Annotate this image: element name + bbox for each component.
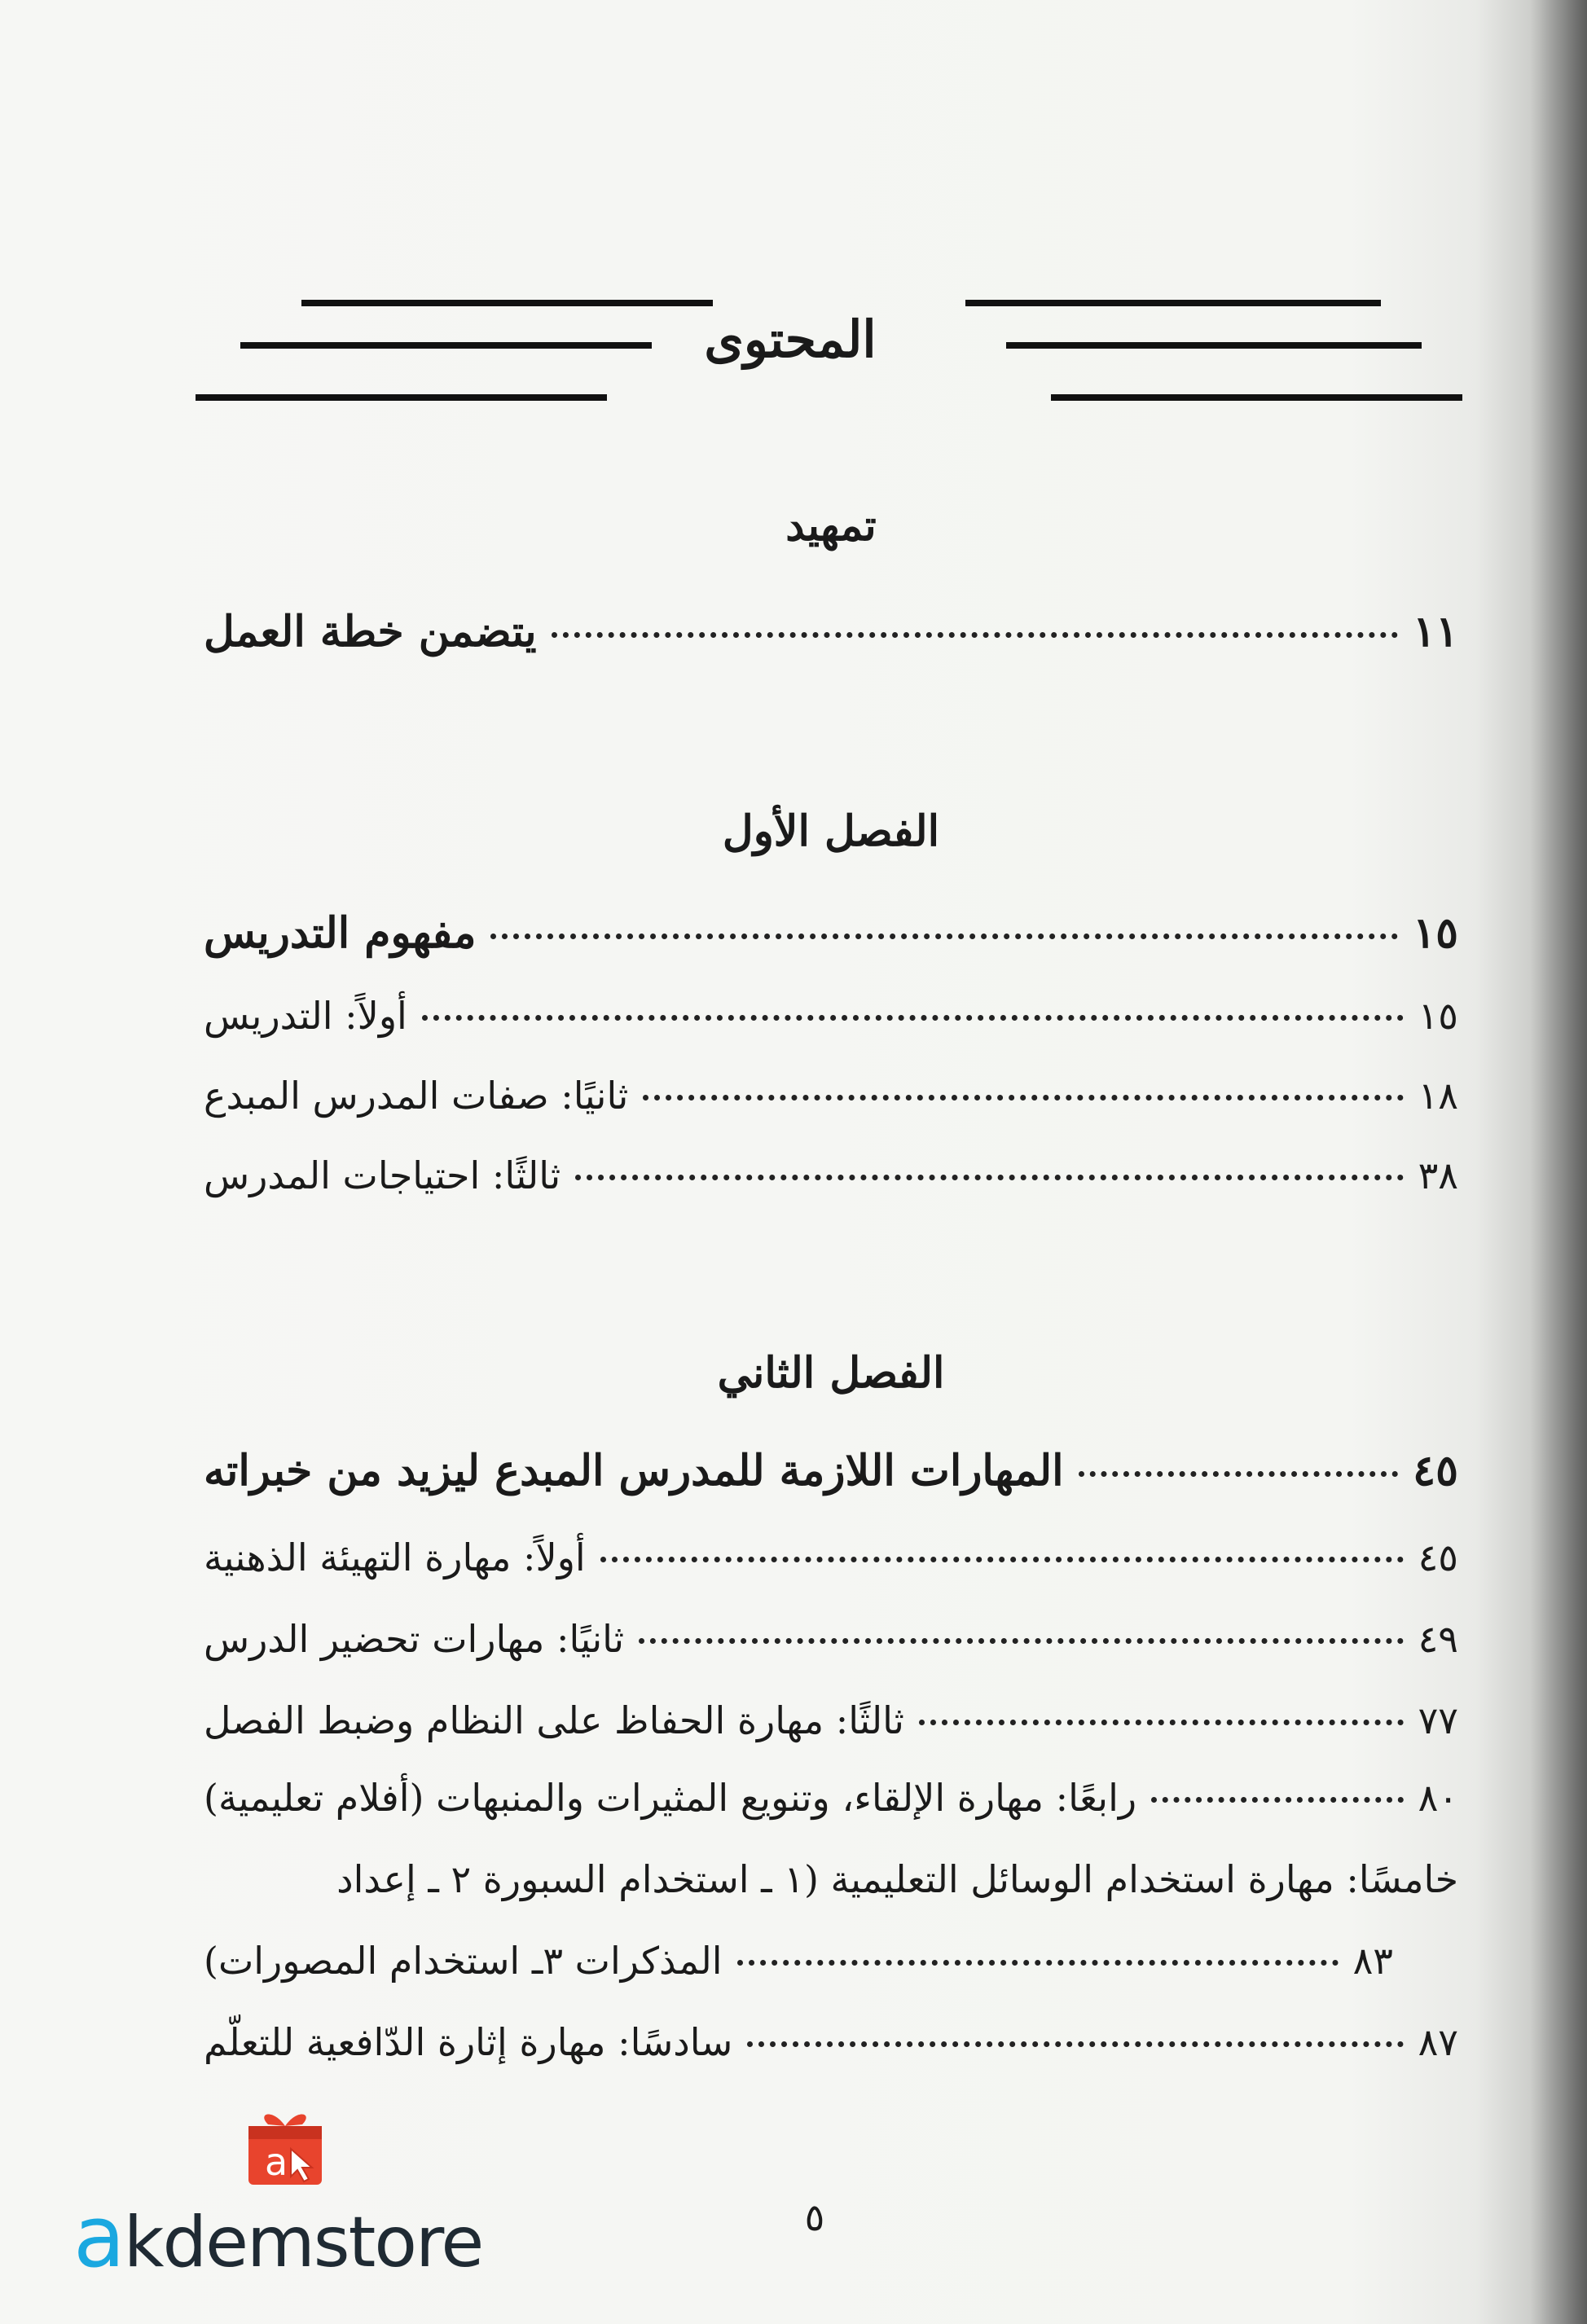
dot-leader	[1079, 1471, 1399, 1477]
toc-entry[interactable]	[204, 1776, 1458, 1820]
section-heading: تمهيد	[785, 501, 877, 551]
toc-page-number: ١٥	[1413, 908, 1458, 958]
header-rule	[240, 342, 652, 349]
toc-entry[interactable]	[204, 1074, 1458, 1118]
toc-page-number: ٤٥	[1413, 1446, 1458, 1496]
toc-page-number: ٨٣	[1352, 1939, 1393, 1983]
dot-leader	[747, 2041, 1403, 2047]
section-heading: الفصل الثاني	[717, 1348, 945, 1398]
toc-page-number: ١١	[1413, 607, 1458, 657]
toc-page-number: ١٥	[1418, 994, 1458, 1038]
toc-entry[interactable]	[204, 1535, 1458, 1579]
toc-entry-label: أولاً: التدريس	[204, 994, 407, 1038]
toc-entry[interactable]	[204, 1617, 1458, 1661]
toc-entry-label: ثالثًا: احتياجات المدرس	[204, 1153, 561, 1197]
header-rule	[301, 300, 713, 306]
dot-leader	[639, 1638, 1404, 1644]
toc-entry-label: المذكرات ٣ـ استخدام المصورات)	[204, 1939, 723, 1983]
dot-leader	[1151, 1797, 1403, 1803]
dot-leader	[643, 1095, 1403, 1100]
dot-leader	[490, 934, 1398, 939]
header-rule	[965, 300, 1381, 306]
section-heading: الفصل الأول	[722, 806, 940, 856]
header-rule	[1006, 342, 1422, 349]
toc-entry[interactable]	[204, 607, 1458, 657]
toc-entry-label: أولاً: مهارة التهيئة الذهنية	[204, 1535, 586, 1579]
dot-leader	[575, 1175, 1403, 1180]
gift-cursor-icon	[240, 2102, 330, 2191]
header-rule	[196, 394, 607, 401]
toc-entry[interactable]	[204, 994, 1458, 1038]
store-wordmark: akdemstore	[73, 2187, 483, 2287]
header-rule	[1051, 394, 1462, 401]
toc-page-number: ٨٧	[1418, 2020, 1458, 2064]
store-logo	[73, 2102, 497, 2287]
toc-page-number: ٣٨	[1418, 1153, 1458, 1197]
toc-entry-label: يتضمن خطة العمل	[204, 607, 537, 657]
toc-entry-label: ثالثًا: مهارة الحفاظ على النظام وضبط الفصل	[204, 1698, 904, 1742]
dot-leader	[600, 1557, 1404, 1562]
toc-entry[interactable]	[204, 1698, 1458, 1742]
toc-entry-label: المهارات اللازمة للمدرس المبدع ليزيد من خبراته	[204, 1446, 1064, 1496]
toc-entry-label: رابعًا: مهارة الإلقاء، وتنويع المثيرات والمنبهات (أفلام تعليمية)	[204, 1776, 1137, 1820]
toc-entry-label: سادسًا: مهارة إثارة الدّافعية للتعلّم	[204, 2020, 733, 2064]
toc-entry[interactable]	[204, 1446, 1458, 1496]
page-number: ٥	[804, 2195, 825, 2239]
toc-entry-label: ثانيًا: مهارات تحضير الدرس	[204, 1617, 624, 1661]
toc-entry-label: ثانيًا: صفات المدرس المبدع	[204, 1074, 629, 1118]
page-title: المحتوى	[704, 310, 877, 369]
toc-page-number: ٧٧	[1418, 1698, 1458, 1742]
toc-page-number: ٤٩	[1418, 1617, 1458, 1661]
page-edge-shadow	[1530, 0, 1587, 2324]
toc-page-number: ١٨	[1418, 1074, 1458, 1118]
toc-entry-label: مفهوم التدريس	[204, 908, 477, 958]
toc-entry[interactable]	[204, 1939, 1393, 1983]
dot-leader	[919, 1720, 1404, 1725]
toc-entry[interactable]	[204, 2020, 1458, 2064]
dot-leader	[552, 632, 1399, 638]
dot-leader	[737, 1960, 1339, 1966]
dot-leader	[422, 1015, 1404, 1021]
svg-text:a: a	[265, 2140, 288, 2184]
toc-entry[interactable]	[204, 908, 1458, 958]
toc-entry-wrapped-line[interactable]: خامسًا: مهارة استخدام الوسائل التعليمية (١ ـ استخدام السبورة ٢ ـ إعداد	[336, 1857, 1458, 1901]
toc-page-number: ٤٥	[1418, 1535, 1458, 1579]
toc-entry[interactable]	[204, 1153, 1458, 1197]
toc-page-number: ٨٠	[1418, 1776, 1458, 1820]
